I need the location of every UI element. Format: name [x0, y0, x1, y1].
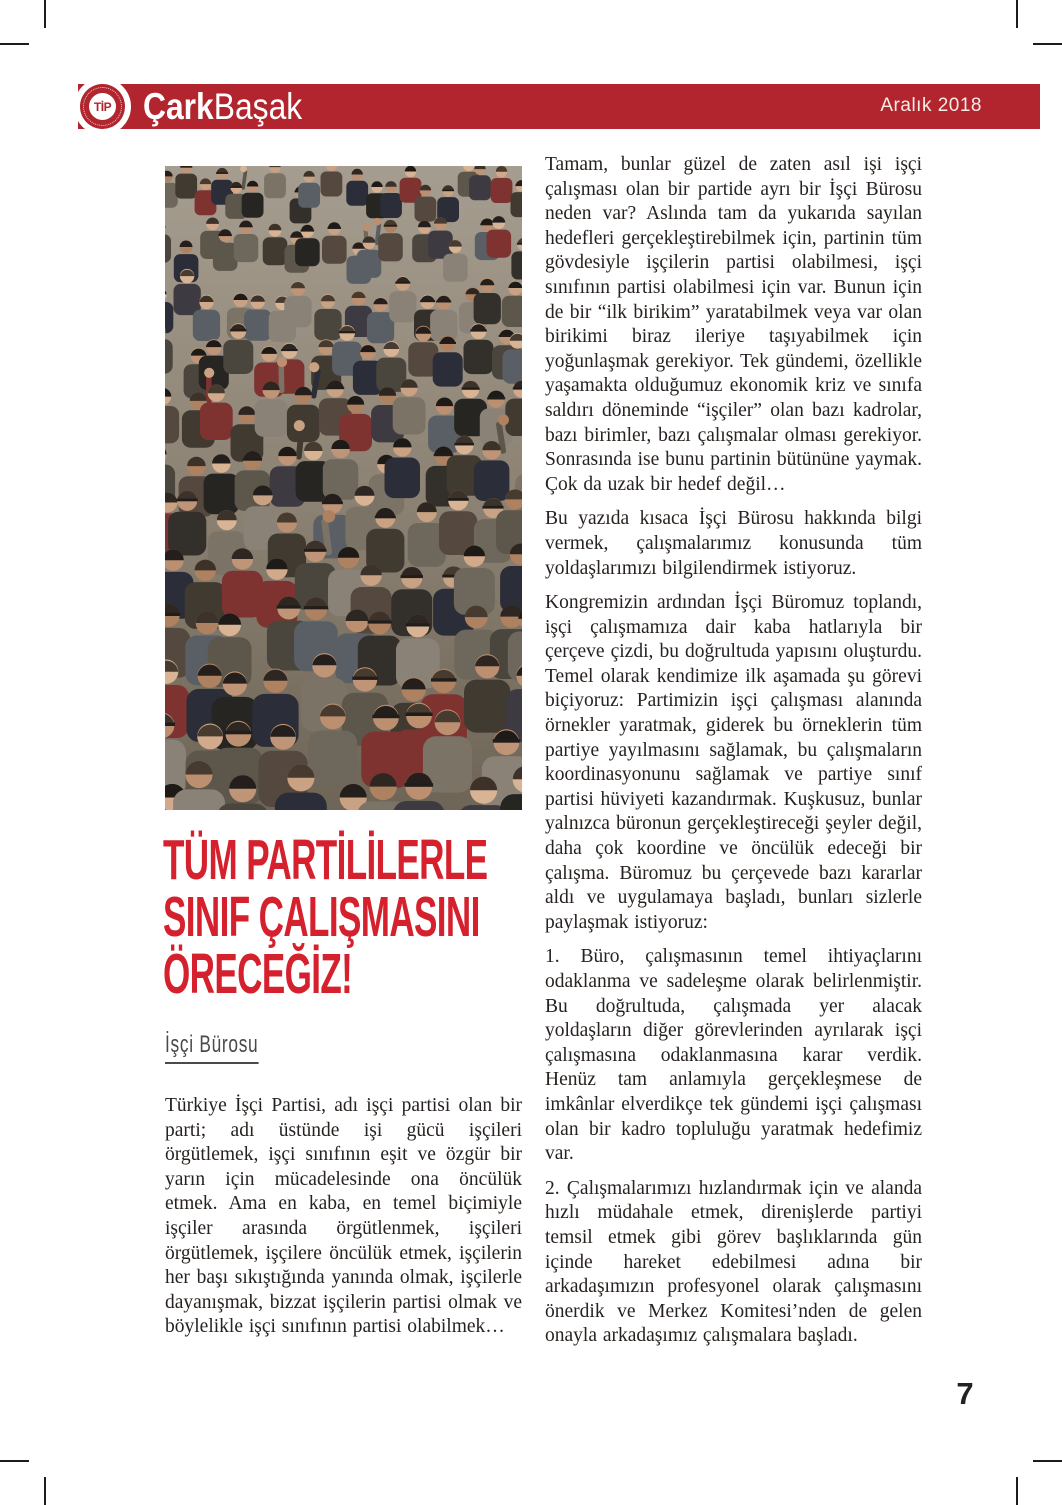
issue-date: Aralık 2018	[880, 95, 982, 116]
byline-text: İşçi Bürosu	[165, 1031, 258, 1064]
publication-title-bold: Çark	[143, 86, 214, 127]
body-paragraph: Bu yazıda kısaca İşçi Bürosu hakkında bilgi vermek, çalışmalarımız konusunda tüm yoldaşlarımızı bilgilendirmek istiyoruz.	[545, 508, 922, 579]
body-paragraph: Kongremizin ardından İşçi Büromuz toplandı, işçi çalışmamıza dair kaba hatlarıyla bir çerçeve çizdi, bu doğrultuda yapısını oluşturdu. Temel olarak kendimize ilk aşamada şu görevi biçiyoruz: Partimizin işçi çalışması alanında örnekler yaratmak, giderek bu örneklerin tüm partiye yayılmasını sağlamak, bu çalışmaların koordinasyonunu sağlamak ve partiye sınıf partisi hüviyeti kazandırmak. Kuşkusuz, bunlar yalnızca büronun gerçekleştireceği şeyler değil, daha çok koordine ve öncülük edeceği bir çalışma. Büromuz bu çerçevede bazı kararlar aldı ve uygulamaya başladı, bunları sizlerle paylaşmak istiyoruz:	[545, 592, 922, 933]
crop-mark	[0, 1460, 29, 1462]
left-column-body	[165, 1094, 522, 1350]
page-number: 7	[956, 1376, 974, 1411]
crop-mark	[0, 43, 29, 45]
right-column-body	[545, 153, 922, 1359]
logo-text: TİP	[89, 93, 116, 120]
crop-mark	[1033, 43, 1062, 45]
body-paragraph: 1. Büro, çalışmasının temel ihtiyaçlarını odaklanma ve sadeleşme olarak belirlenmiştir. Bu doğrultuda, çalışmada yer alacak yoldaşların diğer görevlerinden ayrılarak işçi çalışmasına odaklanmasına karar verdik. Henüz tam anlamıyla gerçekleşmese de imkânlar elverdikçe tek gündemi işçi çalışması olan bir kadro topluluğu yaratmak hedefimiz var.	[545, 946, 922, 1165]
headline-line: SINIF ÇALIŞMASINI	[163, 885, 480, 949]
headline-line: TÜM PARTİLİLERLE	[163, 828, 488, 892]
crop-mark	[44, 1477, 46, 1505]
body-paragraph: Türkiye İşçi Partisi, adı işçi partisi olan bir parti; adı üstünde işi gücü işçileri örgütlemek, işçi sınıfının eşit ve özgür bir yarın için mücadelesinde ona öncülük etmek. Ama en kaba, en temel biçimiyle işçiler arasında örgütlenmek, işçileri örgütlemek, işçilere öncülük etmek, işçilerin her başı sıkıştığında yanında olmak, işçilerle dayanışmak, bizzat işçilerin partisi olmak ve böylelikle işçi sınıfının partisi olabilmek…	[165, 1095, 522, 1338]
tip-emblem-icon	[80, 84, 125, 129]
headline-line: ÖRECEĞİZ!	[163, 942, 353, 1006]
crowd-photo-illustration	[165, 166, 522, 810]
crowd-photo	[165, 166, 522, 810]
body-paragraph: Tamam, bunlar güzel de zaten asıl işi işçi çalışması olan bir partide ayrı bir İşçi Bürosu neden var? Aslında tam da yukarıda sayılan hedefleri gerçekleştirebilmek için, partinin tüm gövdesiyle işçilerin partisi olabilmesi, işçi sınıfının partisi olabilmesi için var. Bunun için de bir “ilk birikim” yaratabilmek veya var olan birikimi biraz ileriye taşıyabilmek için yoğunlaşmak gerekiyor. Tek gündemi, özellikle yaşamakta olduğumuz ekonomik kriz ve sınıfa saldırı döneminde “işçiler” olan bazı kadrolar, bazı birimler, bazı çalışmalar olması gerekiyor. Sonrasında ise bunu partinin bütününe yaymak. Çok da uzak bir hedef değil…	[545, 154, 922, 495]
byline	[165, 1031, 258, 1064]
body-paragraph: 2. Çalışmalarımızı hızlandırmak için ve alanda hızlı müdahale etmek, direnişlerde partiyi temsil etmek gibi görev başlıklarında gün içinde hareket edebilmesi adına bir arkadaşımızın profesyonel olarak çalışmasını önerdik ve Merkez Komitesi’nden de gelen onayla arkadaşımız çalışmalara başladı.	[545, 1177, 922, 1347]
publication-title	[143, 87, 302, 127]
crop-mark	[1016, 0, 1018, 28]
article-headline	[163, 828, 543, 1006]
tip-party-logo	[74, 78, 131, 135]
publication-title-light: Başak	[213, 86, 303, 127]
crop-mark	[1033, 1460, 1062, 1462]
crop-mark	[44, 0, 46, 28]
crop-mark	[1016, 1477, 1018, 1505]
